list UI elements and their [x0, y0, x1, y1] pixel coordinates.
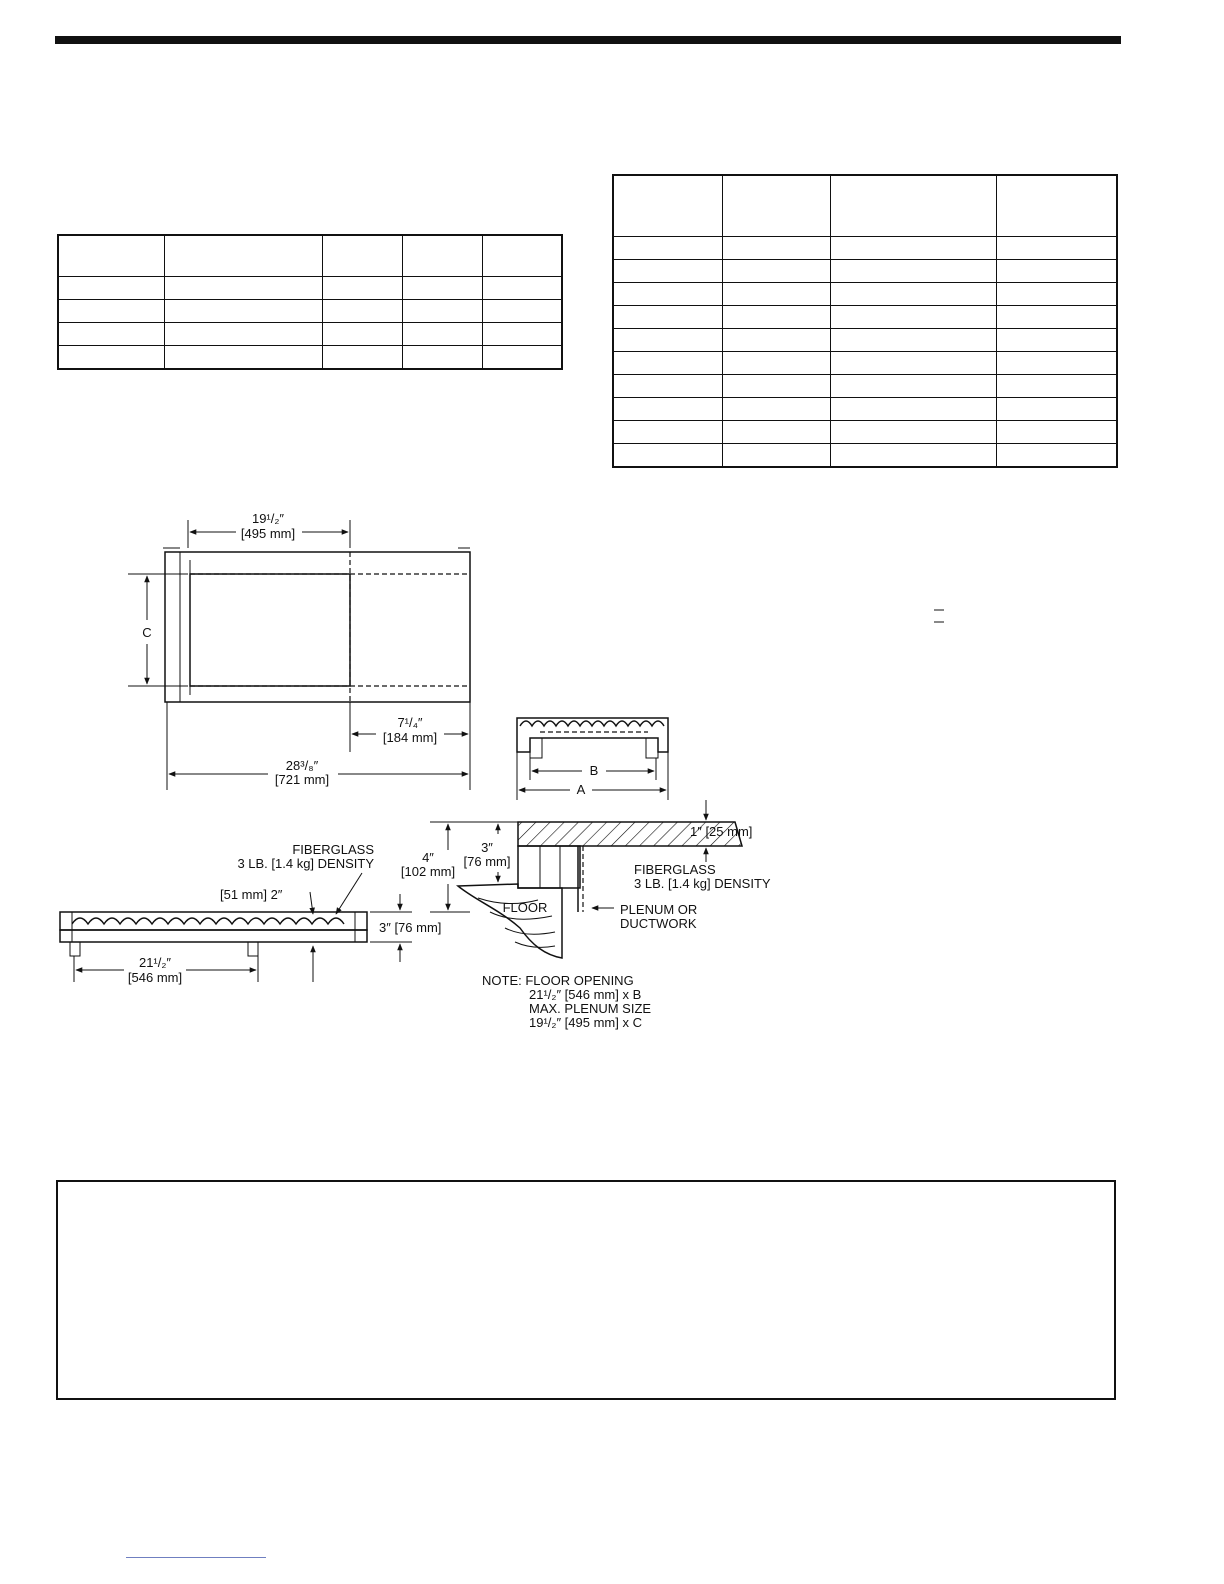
dim-4in-mm: [102 mm]	[400, 864, 456, 879]
dim-top-width: 19¹/₂″	[251, 511, 285, 526]
dim-3in: 3″	[481, 840, 493, 855]
note-max-plenum: MAX. PLENUM SIZE	[529, 1001, 652, 1016]
note-max-plenum-size: 19¹/₂″ [495 mm] x C	[529, 1015, 642, 1030]
note-box	[56, 1180, 1116, 1400]
end-view-drawing	[517, 718, 668, 800]
note-floor-opening-size: 21¹/₂″ [546 mm] x B	[529, 987, 642, 1002]
plenum-label: PLENUM OR	[620, 902, 698, 917]
dim-overall-mm: [721 mm]	[274, 772, 330, 787]
dim-overall: 28³/₈″	[285, 758, 319, 773]
label-a: A	[576, 782, 586, 797]
dim-21in-mm: [546 mm]	[127, 970, 183, 985]
label-b: B	[589, 763, 599, 778]
dim-21in: 21¹/₂″	[138, 955, 172, 970]
dim-top-width-mm: [495 mm]	[240, 526, 296, 541]
dim-4in: 4″	[422, 850, 434, 865]
fiberglass-left-density: 3 LB. [1.4 kg] DENSITY	[237, 856, 374, 871]
fiberglass-left-label: FIBERGLASS	[292, 842, 374, 857]
dim-2in: [51 mm] 2″	[220, 887, 283, 902]
opening-outline	[190, 574, 350, 686]
dim-right-depth: 7¹/₄″	[397, 715, 423, 730]
dim-3in-left: 3″ [76 mm]	[379, 920, 442, 935]
dim-3in-mm: [76 mm]	[463, 854, 511, 869]
dim-1in: 1″ [25 mm]	[690, 824, 753, 839]
floor-label: FLOOR	[502, 900, 548, 915]
ductwork-label: DUCTWORK	[620, 916, 697, 931]
fiberglass-right-label: FIBERGLASS	[634, 862, 716, 877]
top-view-drawing	[128, 511, 470, 790]
fiberglass-right-density: 3 LB. [1.4 kg] DENSITY	[634, 876, 771, 891]
footer-link-underline	[126, 1557, 266, 1558]
note-floor-opening: NOTE: FLOOR OPENING	[482, 973, 634, 988]
dim-right-depth-mm: [184 mm]	[382, 730, 438, 745]
floor-section-drawing	[401, 800, 771, 1030]
side-section-drawing	[60, 842, 441, 985]
label-c: C	[142, 625, 152, 640]
